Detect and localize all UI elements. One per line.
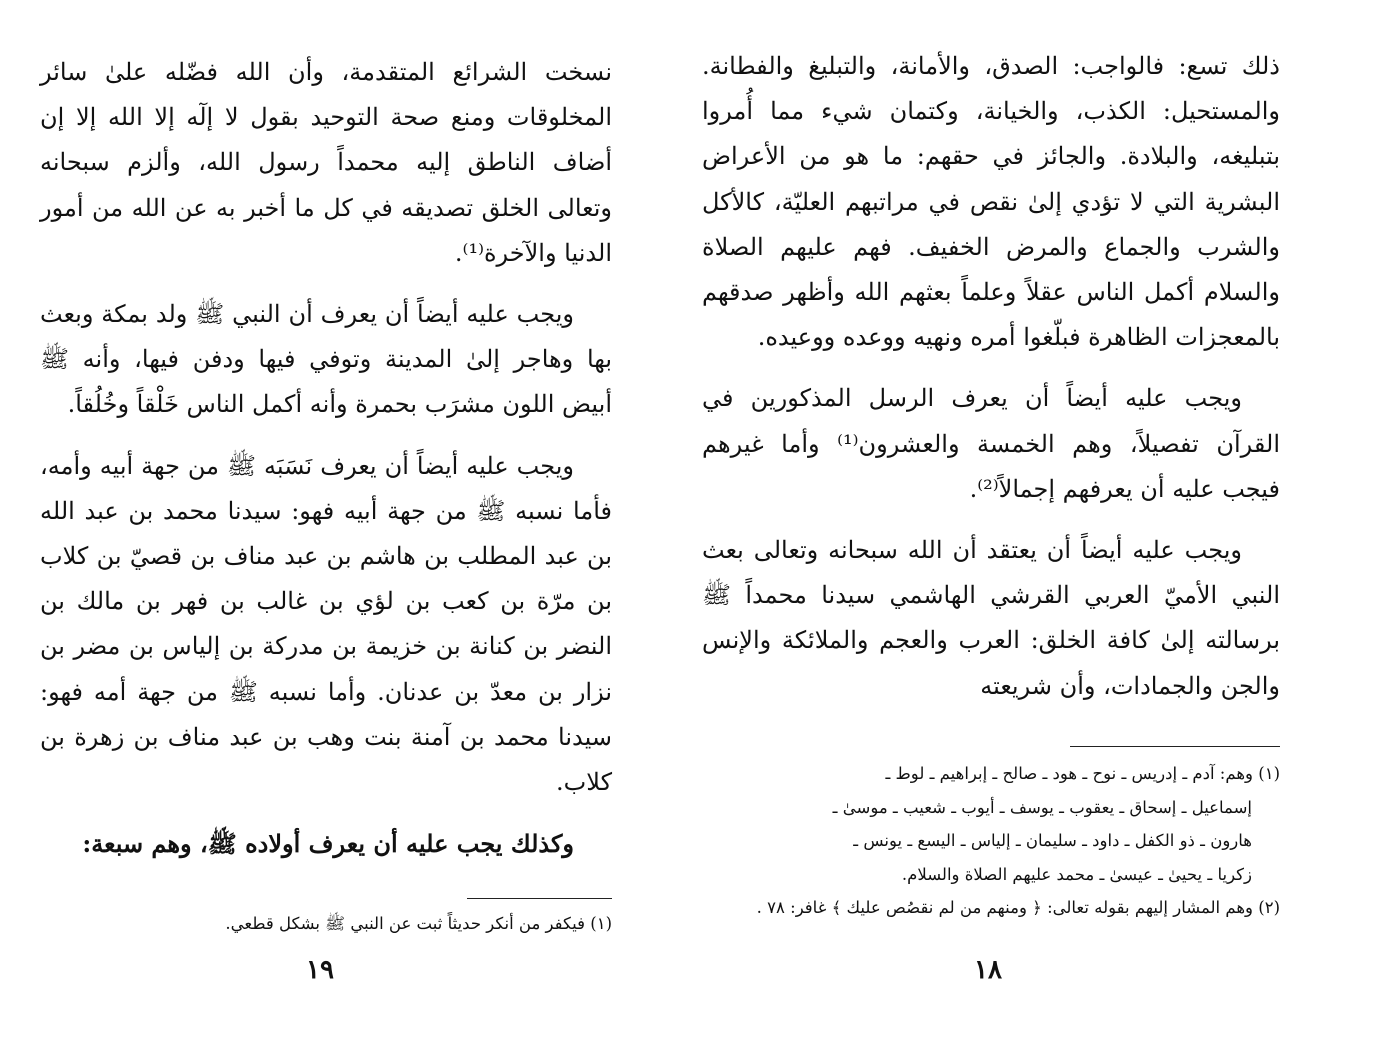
right-page-footnotes	[702, 757, 1280, 925]
footnote-line: (٢) وهم المشار إليهم بقوله تعالى: ﴿ ومنهم من لم نقصُص عليك ﴾ غافر: ٧٨ .	[756, 898, 1280, 917]
footnote-line: (١) وهم: آدم ـ إدريس ـ نوح ـ هود ـ صالح ـ إبراهيم ـ لوط ـ	[885, 764, 1280, 783]
left-page-body	[40, 50, 612, 866]
footnote-line: (١) فيكفر من أنكر حديثاً ثبت عن النبي ﷺ بشكل قطعي.	[225, 914, 612, 933]
right-paragraph-2: ويجب عليه أيضاً أن يعرف الرسل المذكورين في القرآن تفصيلاً، وهم الخمسة والعشرون⁽¹⁾ وأما غيرهم فيجب عليه أن يعرفهم إجمالاً⁽²⁾.	[702, 384, 1280, 503]
right-page	[702, 0, 1280, 1054]
left-page	[40, 0, 612, 1054]
footnote-line: إسماعيل ـ إسحاق ـ يعقوب ـ يوسف ـ أيوب ـ شعيب ـ موسىٰ ـ	[832, 797, 1252, 817]
right-page-body	[702, 44, 1280, 709]
right-paragraph-3: ويجب عليه أيضاً أن يعتقد أن الله سبحانه وتعالى بعث النبي الأميّ العربي القرشي الهاشمي سيدنا محمداً ﷺ برسالته إلىٰ كافة الخلق: العرب والعجم والملائكة والإنس والجن والجمادات، وأن شريعته	[702, 536, 1280, 700]
left-paragraph-1: نسخت الشرائع المتقدمة، وأن الله فضّله علىٰ سائر المخلوقات ومنع صحة التوحيد بقول لا إلٓه إلا الله إلا إن أضاف الناطق إليه محمداً رسول الله، وألزم سبحانه وتعالى الخلق تصديقه في كل ما أخبر به عن الله من أمور الدنيا والآخرة⁽¹⁾.	[40, 58, 612, 267]
footnote-divider	[1070, 746, 1280, 747]
left-paragraph-2: ويجب عليه أيضاً أن يعرف أن النبي ﷺ ولد بمكة وبعث بها وهاجر إلىٰ المدينة وتوفي فيها ودفن فيها، وأنه ﷺ أبيض اللون مشرَب بحمرة وأنه أكمل الناس خَلْقاً وخُلُقاً.	[40, 300, 612, 419]
footnote-divider	[467, 898, 612, 899]
page-number: ١٨	[974, 955, 1002, 985]
left-page-footnotes	[40, 907, 612, 941]
left-paragraph-4: وكذلك يجب عليه أن يعرف أولاده ﷺ، وهم سبعة:	[82, 829, 574, 859]
left-paragraph-3: ويجب عليه أيضاً أن يعرف نَسَبَه ﷺ من جهة أبيه وأمه، فأما نسبه ﷺ من جهة أبيه فهو: سيدنا محمد بن عبد الله بن عبد المطلب بن هاشم بن عبد مناف بن قصيّ بن كلاب بن مرّة بن كعب بن لؤي بن غالب بن فهر بن مالك بن النضر بن كنانة بن خزيمة بن مدركة بن إلياس بن مضر بن نزار بن معدّ بن عدنان. وأما نسبه ﷺ من جهة أمه فهو: سيدنا محمد بن آمنة بنت وهب بن عبد مناف بن زهرة بن كلاب.	[40, 451, 613, 797]
right-paragraph-1: ذلك تسع: فالواجب: الصدق، والأمانة، والتبليغ والفطانة. والمستحيل: الكذب، والخيانة، وكتمان شيء مما أُمروا بتبليغه، والبلادة. والجائز في حقهم: ما هو من الأعراض البشرية التي لا تؤدي إلىٰ نقص في مراتبهم العليّة، كالأكل والشرب والجماع والمرض الخفيف. فهم عليهم الصلاة والسلام أكمل الناس عقلاً وعلماً بعثهم الله وأظهر صدقهم بالمعجزات الظاهرة فبلّغوا أمره ونهيه ووعده ووعيده.	[702, 52, 1280, 352]
page-number: ١٩	[306, 955, 334, 985]
footnote-line: هارون ـ ذو الكفل ـ داود ـ سليمان ـ إلياس ـ اليسع ـ يونس ـ	[853, 831, 1252, 850]
footnote-line: زكريا ـ يحيىٰ ـ عيسىٰ ـ محمد عليهم الصلاة والسلام.	[901, 864, 1252, 884]
